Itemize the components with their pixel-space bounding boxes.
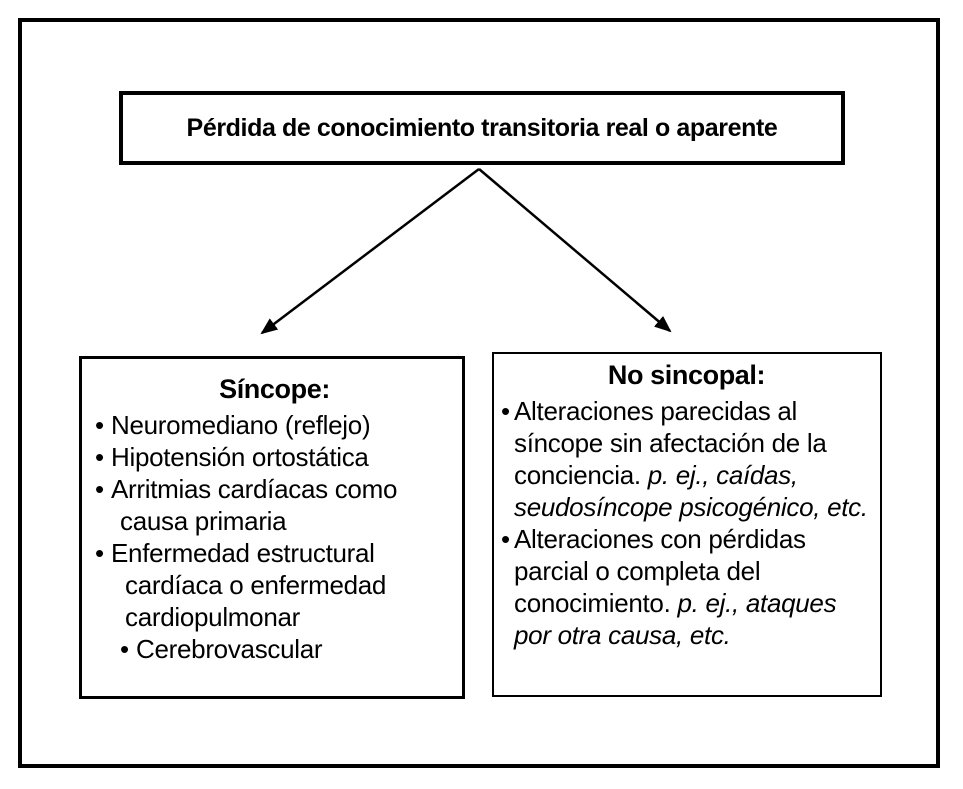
bullet-text: Enfermedad estructural cardíaca o enfermedad cardiopulmonar (111, 538, 387, 632)
bullet-text: Cerebrovascular (136, 634, 323, 664)
bullet-item (120, 633, 454, 665)
bullet-item (95, 409, 454, 441)
root-node-box (119, 91, 845, 165)
root-node-label: Pérdida de conocimiento transitoria real o aparente (186, 113, 778, 142)
bullet-icon: • (120, 634, 129, 664)
bullet-icon: • (95, 410, 104, 440)
bullet-text: Alteraciones con pérdidas parcial o completa del conocimiento. (514, 524, 806, 618)
bullet-icon: • (95, 538, 104, 568)
node-no-sincopal-box (492, 352, 882, 697)
sincope-bullet-list (95, 409, 454, 665)
bullet-item (95, 537, 454, 633)
bullet-item (95, 441, 454, 473)
bullet-icon: • (95, 474, 104, 504)
node-sincope-heading: Síncope: (219, 374, 330, 404)
node-no-sincopal-heading: No sincopal: (607, 360, 766, 390)
bullet-item (501, 523, 872, 651)
bullet-icon: • (501, 524, 510, 554)
node-sincope-box (79, 356, 465, 699)
bullet-text-italic: p. ej., ataques por otra causa, etc. (514, 588, 837, 650)
bullet-item (95, 473, 454, 537)
bullet-text-italic: p. ej., caídas, seudosíncope psicogénico, etc. (514, 460, 868, 522)
no-sincopal-bullet-list (501, 395, 872, 651)
bullet-item (501, 395, 872, 523)
bullet-text: Neuromediano (reflejo) (111, 410, 371, 440)
bullet-text: Hipotensión ortostática (111, 442, 369, 472)
bullet-icon: • (95, 442, 104, 472)
bullet-icon: • (501, 396, 510, 426)
bullet-text: Alteraciones parecidas al síncope sin afectación de la conciencia. (514, 396, 827, 490)
bullet-text: Arritmias cardíacas como causa primaria (111, 474, 398, 536)
